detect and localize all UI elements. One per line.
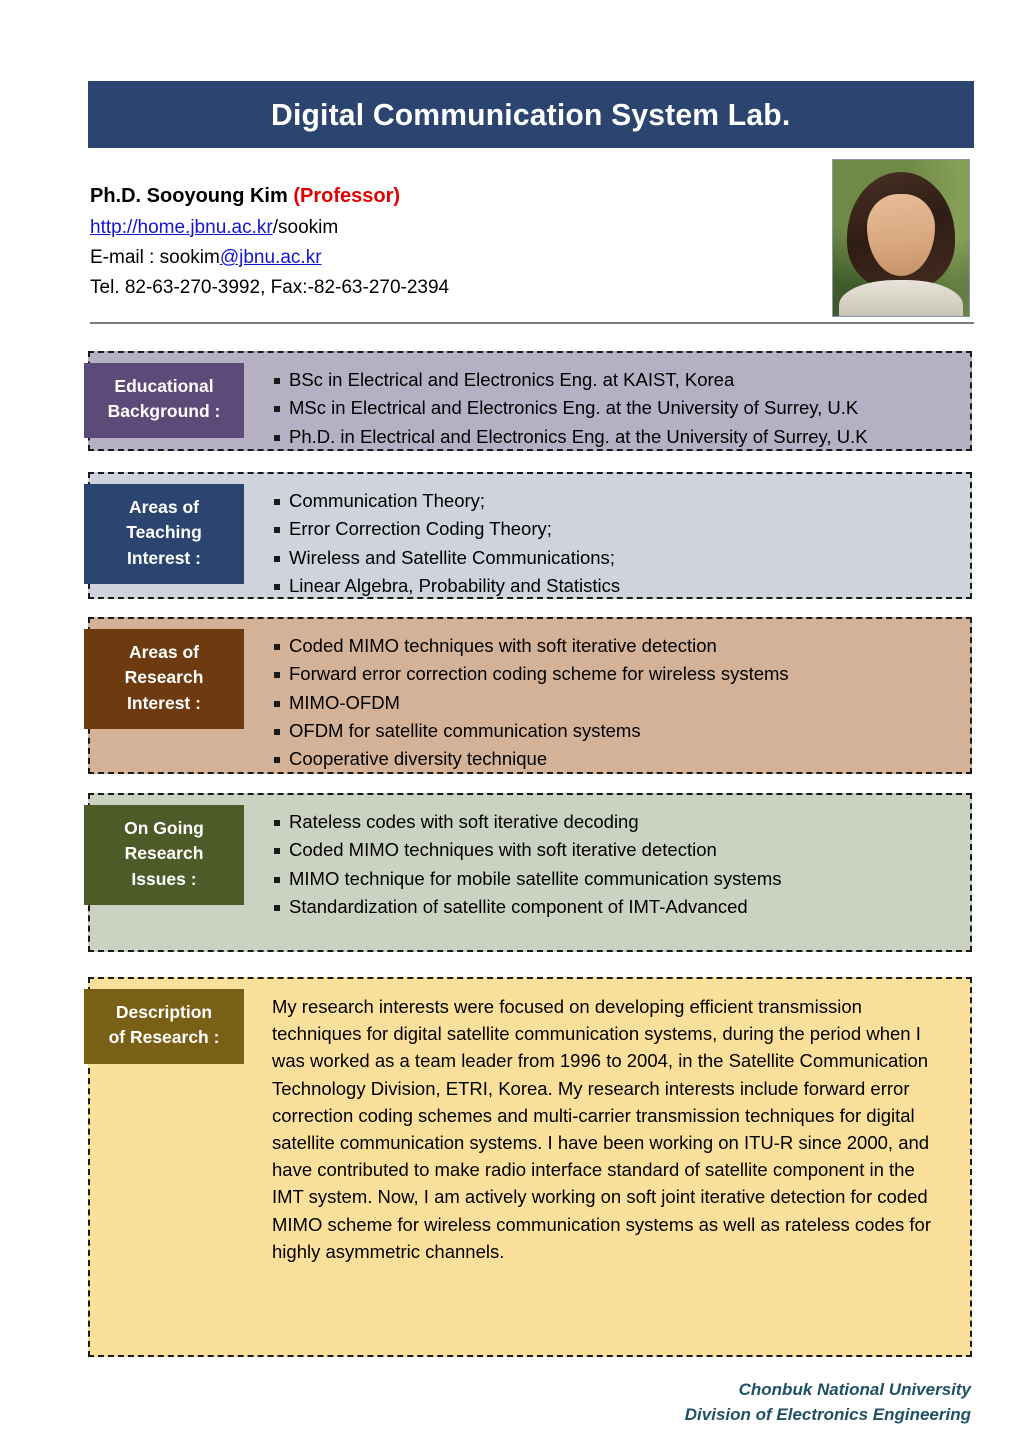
section-educational-background xyxy=(88,351,972,451)
section-label-description-of-research xyxy=(84,989,244,1064)
section-description-of-research xyxy=(88,977,972,1357)
homepage-suffix: /sookim xyxy=(272,217,339,238)
bullet-list xyxy=(272,367,956,450)
page-title: Digital Communication System Lab. xyxy=(271,96,791,132)
homepage-line xyxy=(90,217,790,239)
email-link[interactable]: @jbnu.ac.kr xyxy=(219,247,322,268)
list-item: Rateless codes with soft iterative decoding xyxy=(272,809,956,835)
list-item: Error Correction Coding Theory; xyxy=(272,516,956,542)
professor-photo xyxy=(832,159,970,317)
section-label-educational-background xyxy=(84,363,244,438)
list-item: Communication Theory; xyxy=(272,488,956,514)
label-line: Educational xyxy=(114,376,214,396)
label-line: Interest : xyxy=(127,547,201,568)
label-line: Interest : xyxy=(127,692,201,713)
label-line: Teaching xyxy=(126,522,202,543)
label-line: Issues : xyxy=(131,868,197,889)
list-item: Cooperative diversity technique xyxy=(272,746,956,772)
professor-name: Ph.D. Sooyoung Kim xyxy=(90,185,288,207)
label-line: Research xyxy=(124,843,204,864)
label-line: Background : xyxy=(107,401,221,422)
section-research-interest xyxy=(88,617,972,774)
label-line: Areas of xyxy=(128,497,200,517)
section-label-teaching-interest xyxy=(84,484,244,584)
list-item: Linear Algebra, Probability and Statistics xyxy=(272,573,956,599)
label-line: Areas of xyxy=(128,642,200,662)
email-label: E-mail : sookim xyxy=(90,247,220,268)
list-item: Coded MIMO techniques with soft iterative detection xyxy=(272,837,956,863)
label-line: On Going xyxy=(124,818,204,838)
bullet-list xyxy=(272,633,956,772)
footer-division: Division of Electronics Engineering xyxy=(684,1404,971,1424)
horizontal-divider xyxy=(90,322,974,324)
list-item: Forward error correction coding scheme for wireless systems xyxy=(272,661,956,687)
section-teaching-interest xyxy=(88,472,972,599)
label-line: of Research : xyxy=(108,1027,220,1048)
contact-details xyxy=(90,185,790,307)
list-item: MIMO technique for mobile satellite communication systems xyxy=(272,866,956,892)
research-description-paragraph: My research interests were focused on developing efficient transmission techniques for digital satellite communication systems, during the period when I was worked as a team leader from 1996 to 2004, in the Satellite Communication Technology Division, ETRI, Korea. My research interests include forward error correction coding schemes and multi-carrier transmission techniques for digital satellite communication systems. I have been working on ITU-R since 2000, and have contributed to make radio interface standard of satellite component in the IMT system. Now, I am actively working on soft joint iterative detection for coded MIMO scheme for wireless communication systems as well as rateless codes for highly asymmetric channels. xyxy=(272,996,932,1262)
section-label-ongoing-research xyxy=(84,805,244,905)
list-item: Standardization of satellite component of IMT-Advanced xyxy=(272,894,956,920)
section-label-research-interest xyxy=(84,629,244,729)
list-item: Coded MIMO techniques with soft iterative detection xyxy=(272,633,956,659)
list-item: OFDM for satellite communication systems xyxy=(272,718,956,744)
bullet-list xyxy=(272,809,956,920)
footer xyxy=(685,1378,971,1427)
homepage-link[interactable]: http://home.jbnu.ac.kr xyxy=(90,217,273,238)
list-item: MSc in Electrical and Electronics Eng. at the University of Surrey, U.K xyxy=(272,395,956,421)
section-ongoing-research xyxy=(88,793,972,952)
label-line: Research xyxy=(124,667,204,688)
header-banner xyxy=(88,81,974,148)
label-line: Description xyxy=(115,1002,213,1022)
professor-name-line xyxy=(90,185,790,208)
phone-line: Tel. 82-63-270-3992, Fax:-82-63-270-2394 xyxy=(90,277,450,298)
list-item: BSc in Electrical and Electronics Eng. at KAIST, Korea xyxy=(272,367,956,393)
list-item: Ph.D. in Electrical and Electronics Eng. at the University of Surrey, U.K xyxy=(272,424,956,450)
footer-university: Chonbuk National University xyxy=(738,1380,971,1399)
list-item: Wireless and Satellite Communications; xyxy=(272,545,956,571)
email-line xyxy=(90,247,790,269)
list-item: MIMO-OFDM xyxy=(272,690,956,716)
professor-role: (Professor) xyxy=(293,185,401,207)
bullet-list xyxy=(272,488,956,599)
